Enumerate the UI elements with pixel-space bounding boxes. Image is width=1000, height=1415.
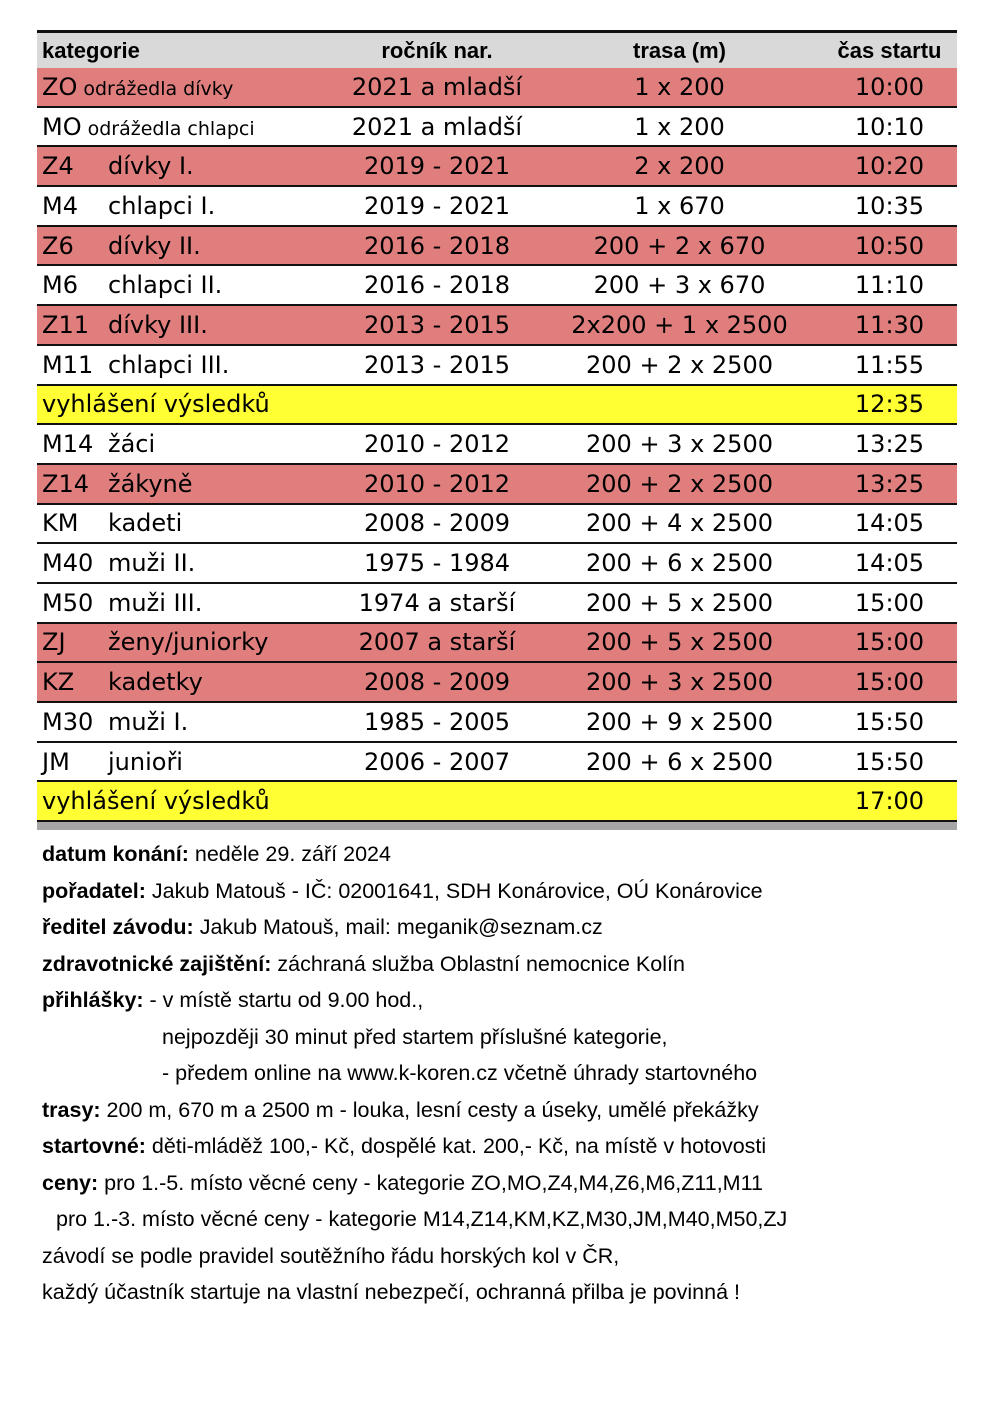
cell-start: 15:50 bbox=[854, 707, 925, 736]
info-director-value: Jakub Matouš, mail: meganik@seznam.cz bbox=[193, 915, 603, 940]
cell-start: 10:35 bbox=[854, 191, 925, 220]
cell-start: 10:00 bbox=[854, 72, 925, 101]
cell-route: 2 x 200 bbox=[634, 152, 725, 181]
announcement-row bbox=[37, 782, 957, 822]
table-row bbox=[37, 544, 957, 584]
category-code: M30 bbox=[42, 707, 94, 736]
cell-year: 2008 - 2009 bbox=[363, 668, 511, 697]
cell-start: 14:05 bbox=[854, 509, 925, 538]
table-row bbox=[37, 743, 957, 783]
info-registration-value: - v místě startu od 9.00 hod., bbox=[143, 988, 424, 1013]
info-fee-value: děti-mláděž 100,- Kč, dospělé kat. 200,- Kč, na místě v hotovosti bbox=[145, 1134, 767, 1159]
cell-route: 200 + 9 x 2500 bbox=[586, 707, 773, 736]
race-info bbox=[37, 836, 957, 1311]
cell-category bbox=[37, 430, 337, 458]
category-label: chlapci I. bbox=[108, 191, 216, 220]
cell-start: 10:20 bbox=[854, 152, 925, 181]
info-medical bbox=[42, 946, 957, 983]
category-label: muži I. bbox=[108, 707, 189, 736]
cell-year: 1975 - 1984 bbox=[363, 549, 511, 578]
cell-start: 13:25 bbox=[854, 430, 925, 459]
cell-year: 2010 - 2012 bbox=[363, 469, 511, 498]
cell-category bbox=[37, 748, 337, 776]
info-director bbox=[42, 909, 957, 946]
category-label: muži III. bbox=[108, 588, 203, 617]
cell-year: 1985 - 2005 bbox=[363, 707, 511, 736]
category-code: Z6 bbox=[42, 231, 74, 260]
cell-route: 200 + 2 x 2500 bbox=[586, 350, 773, 379]
table-row bbox=[37, 624, 957, 664]
category-code: M50 bbox=[42, 588, 94, 617]
cell-route: 200 + 5 x 2500 bbox=[586, 588, 773, 617]
cell-year: 2021 a mladší bbox=[351, 112, 523, 141]
cell-route: 200 + 6 x 2500 bbox=[586, 549, 773, 578]
category-code: M11 bbox=[42, 350, 94, 379]
announcement-label: vyhlášení výsledků bbox=[42, 390, 270, 419]
category-code: MO bbox=[42, 112, 82, 141]
info-fee-label: startovné: bbox=[42, 1134, 146, 1159]
cell-year: 2019 - 2021 bbox=[363, 191, 511, 220]
cell-year: 2021 a mladší bbox=[351, 72, 523, 101]
cell-year: 2010 - 2012 bbox=[363, 430, 511, 459]
announcement-label: vyhlášení výsledků bbox=[42, 787, 270, 816]
category-label: ženy/juniorky bbox=[108, 628, 269, 657]
table-row bbox=[37, 703, 957, 743]
info-rules-2: každý účastník startuje na vlastní nebezpečí, ochranná přilba je povinná ! bbox=[42, 1280, 740, 1305]
schedule-table bbox=[37, 30, 957, 830]
info-registration-line2: nejpozději 30 minut před startem příslušné kategorie, bbox=[162, 1024, 668, 1049]
cell-category bbox=[37, 152, 337, 180]
cell-start: 13:25 bbox=[854, 469, 925, 498]
table-row bbox=[37, 266, 957, 306]
cell-start: 11:30 bbox=[854, 310, 925, 339]
header-start: čas startu bbox=[837, 37, 942, 63]
cell-year: 2019 - 2021 bbox=[363, 152, 511, 181]
category-code: Z14 bbox=[42, 469, 89, 498]
cell-year: 2008 - 2009 bbox=[363, 509, 511, 538]
category-code: JM bbox=[42, 747, 70, 776]
table-row bbox=[37, 425, 957, 465]
cell-category bbox=[37, 311, 337, 339]
cell-category bbox=[37, 549, 337, 577]
header-route: trasa (m) bbox=[633, 37, 726, 63]
cell-category bbox=[37, 509, 337, 537]
table-row bbox=[37, 187, 957, 227]
category-label: chlapci II. bbox=[108, 271, 223, 300]
cell-route: 2x200 + 1 x 2500 bbox=[571, 310, 788, 339]
cell-year: 2006 - 2007 bbox=[363, 747, 511, 776]
category-code: Z4 bbox=[42, 152, 74, 181]
category-code: ZO bbox=[42, 72, 78, 101]
cell-category bbox=[37, 628, 337, 656]
cell-start: 11:55 bbox=[854, 350, 925, 379]
cell-category bbox=[37, 668, 337, 696]
cell-start: 11:10 bbox=[854, 271, 925, 300]
cell-category bbox=[37, 351, 337, 379]
info-registration-label: přihlášky: bbox=[42, 988, 144, 1013]
cell-route: 200 + 6 x 2500 bbox=[586, 747, 773, 776]
info-rules-1: závodí se podle pravidel soutěžního řádu horských kol v ČR, bbox=[42, 1243, 620, 1268]
cell-route: 200 + 5 x 2500 bbox=[586, 628, 773, 657]
category-label: dívky II. bbox=[108, 231, 201, 260]
info-prizes bbox=[42, 1165, 957, 1202]
category-label: žákyně bbox=[108, 469, 193, 498]
table-body bbox=[37, 68, 957, 822]
info-registration-line3: - předem online na www.k-koren.cz včetně úhrady startovného bbox=[162, 1061, 758, 1086]
cell-category bbox=[37, 73, 337, 101]
cell-start: 15:00 bbox=[854, 668, 925, 697]
table-row bbox=[37, 68, 957, 108]
cell-year: 2016 - 2018 bbox=[363, 271, 511, 300]
table-row bbox=[37, 227, 957, 267]
info-organizer-value: Jakub Matouš - IČ: 02001641, SDH Konárovice, OÚ Konárovice bbox=[145, 878, 763, 903]
cell-category bbox=[37, 390, 337, 418]
cell-category bbox=[37, 787, 337, 815]
cell-route: 1 x 200 bbox=[634, 112, 725, 141]
category-code: KM bbox=[42, 509, 79, 538]
category-label: odrážedla chlapci bbox=[87, 117, 255, 140]
table-row bbox=[37, 465, 957, 505]
info-routes-value: 200 m, 670 m a 2500 m - louka, lesní cesty a úseky, umělé překážky bbox=[100, 1097, 759, 1122]
info-registration bbox=[42, 982, 957, 1019]
cell-category bbox=[37, 589, 337, 617]
table-row bbox=[37, 306, 957, 346]
category-code: M4 bbox=[42, 191, 78, 220]
category-label: dívky I. bbox=[108, 152, 194, 181]
category-label: kadetky bbox=[108, 668, 203, 697]
category-code: M14 bbox=[42, 430, 94, 459]
info-medical-value: záchraná služba Oblastní nemocnice Kolín bbox=[271, 951, 685, 976]
race-document bbox=[37, 30, 957, 1311]
table-row bbox=[37, 663, 957, 703]
table-header bbox=[37, 30, 957, 68]
category-code: KZ bbox=[42, 668, 75, 697]
info-routes-label: trasy: bbox=[42, 1097, 101, 1122]
table-row bbox=[37, 505, 957, 545]
cell-category bbox=[37, 113, 337, 141]
category-label: kadeti bbox=[108, 509, 183, 538]
cell-year: 2013 - 2015 bbox=[363, 350, 511, 379]
cell-route: 200 + 2 x 2500 bbox=[586, 469, 773, 498]
table-row bbox=[37, 108, 957, 148]
cell-year: 2007 a starší bbox=[358, 628, 516, 657]
info-date-label: datum konání: bbox=[42, 842, 189, 867]
cell-route: 200 + 3 x 2500 bbox=[586, 668, 773, 697]
info-prizes-label: ceny: bbox=[42, 1170, 99, 1195]
info-date-value: neděle 29. září 2024 bbox=[188, 842, 391, 867]
table-bottom-bar bbox=[37, 822, 957, 830]
table-row bbox=[37, 584, 957, 624]
category-code: Z11 bbox=[42, 310, 89, 339]
cell-year: 2016 - 2018 bbox=[363, 231, 511, 260]
header-category: kategorie bbox=[42, 37, 140, 63]
info-prizes-value: pro 1.-5. místo věcné ceny - kategorie ZO,MO,Z4,M4,Z6,M6,Z11,M11 bbox=[98, 1170, 763, 1195]
cell-route: 200 + 2 x 670 bbox=[593, 231, 766, 260]
table-row bbox=[37, 147, 957, 187]
cell-start: 14:05 bbox=[854, 549, 925, 578]
cell-start: 15:50 bbox=[854, 747, 925, 776]
category-label: junioři bbox=[108, 747, 183, 776]
cell-start: 15:00 bbox=[854, 588, 925, 617]
cell-category bbox=[37, 232, 337, 260]
announcement-row bbox=[37, 386, 957, 426]
cell-route: 200 + 3 x 2500 bbox=[586, 430, 773, 459]
info-organizer-label: pořadatel: bbox=[42, 878, 146, 903]
cell-route: 1 x 670 bbox=[634, 191, 725, 220]
info-prizes-line2: pro 1.-3. místo věcné ceny - kategorie M14,Z14,KM,KZ,M30,JM,M40,M50,ZJ bbox=[56, 1207, 788, 1232]
cell-start: 15:00 bbox=[854, 628, 925, 657]
category-code: M6 bbox=[42, 271, 78, 300]
cell-route: 200 + 4 x 2500 bbox=[586, 509, 773, 538]
category-code: M40 bbox=[42, 549, 94, 578]
cell-start: 10:10 bbox=[854, 112, 925, 141]
info-routes bbox=[42, 1092, 957, 1129]
info-fee bbox=[42, 1128, 957, 1165]
cell-category bbox=[37, 271, 337, 299]
cell-start: 17:00 bbox=[854, 787, 925, 816]
category-label: odrážedla dívky bbox=[83, 77, 234, 100]
header-year: ročník nar. bbox=[381, 37, 493, 63]
cell-route: 200 + 3 x 670 bbox=[593, 271, 766, 300]
cell-category bbox=[37, 470, 337, 498]
category-label: dívky III. bbox=[108, 310, 208, 339]
cell-start: 12:35 bbox=[854, 390, 925, 419]
category-code: ZJ bbox=[42, 628, 66, 657]
info-organizer bbox=[42, 873, 957, 910]
table-row bbox=[37, 346, 957, 386]
info-director-label: ředitel závodu: bbox=[42, 915, 194, 940]
category-label: chlapci III. bbox=[108, 350, 230, 379]
info-date bbox=[42, 836, 957, 873]
cell-start: 10:50 bbox=[854, 231, 925, 260]
cell-category bbox=[37, 192, 337, 220]
category-label: muži II. bbox=[108, 549, 196, 578]
cell-year: 2013 - 2015 bbox=[363, 310, 511, 339]
category-label: žáci bbox=[108, 430, 156, 459]
cell-year: 1974 a starší bbox=[358, 588, 516, 617]
info-medical-label: zdravotnické zajištění: bbox=[42, 951, 272, 976]
cell-route: 1 x 200 bbox=[634, 72, 725, 101]
cell-category bbox=[37, 708, 337, 736]
